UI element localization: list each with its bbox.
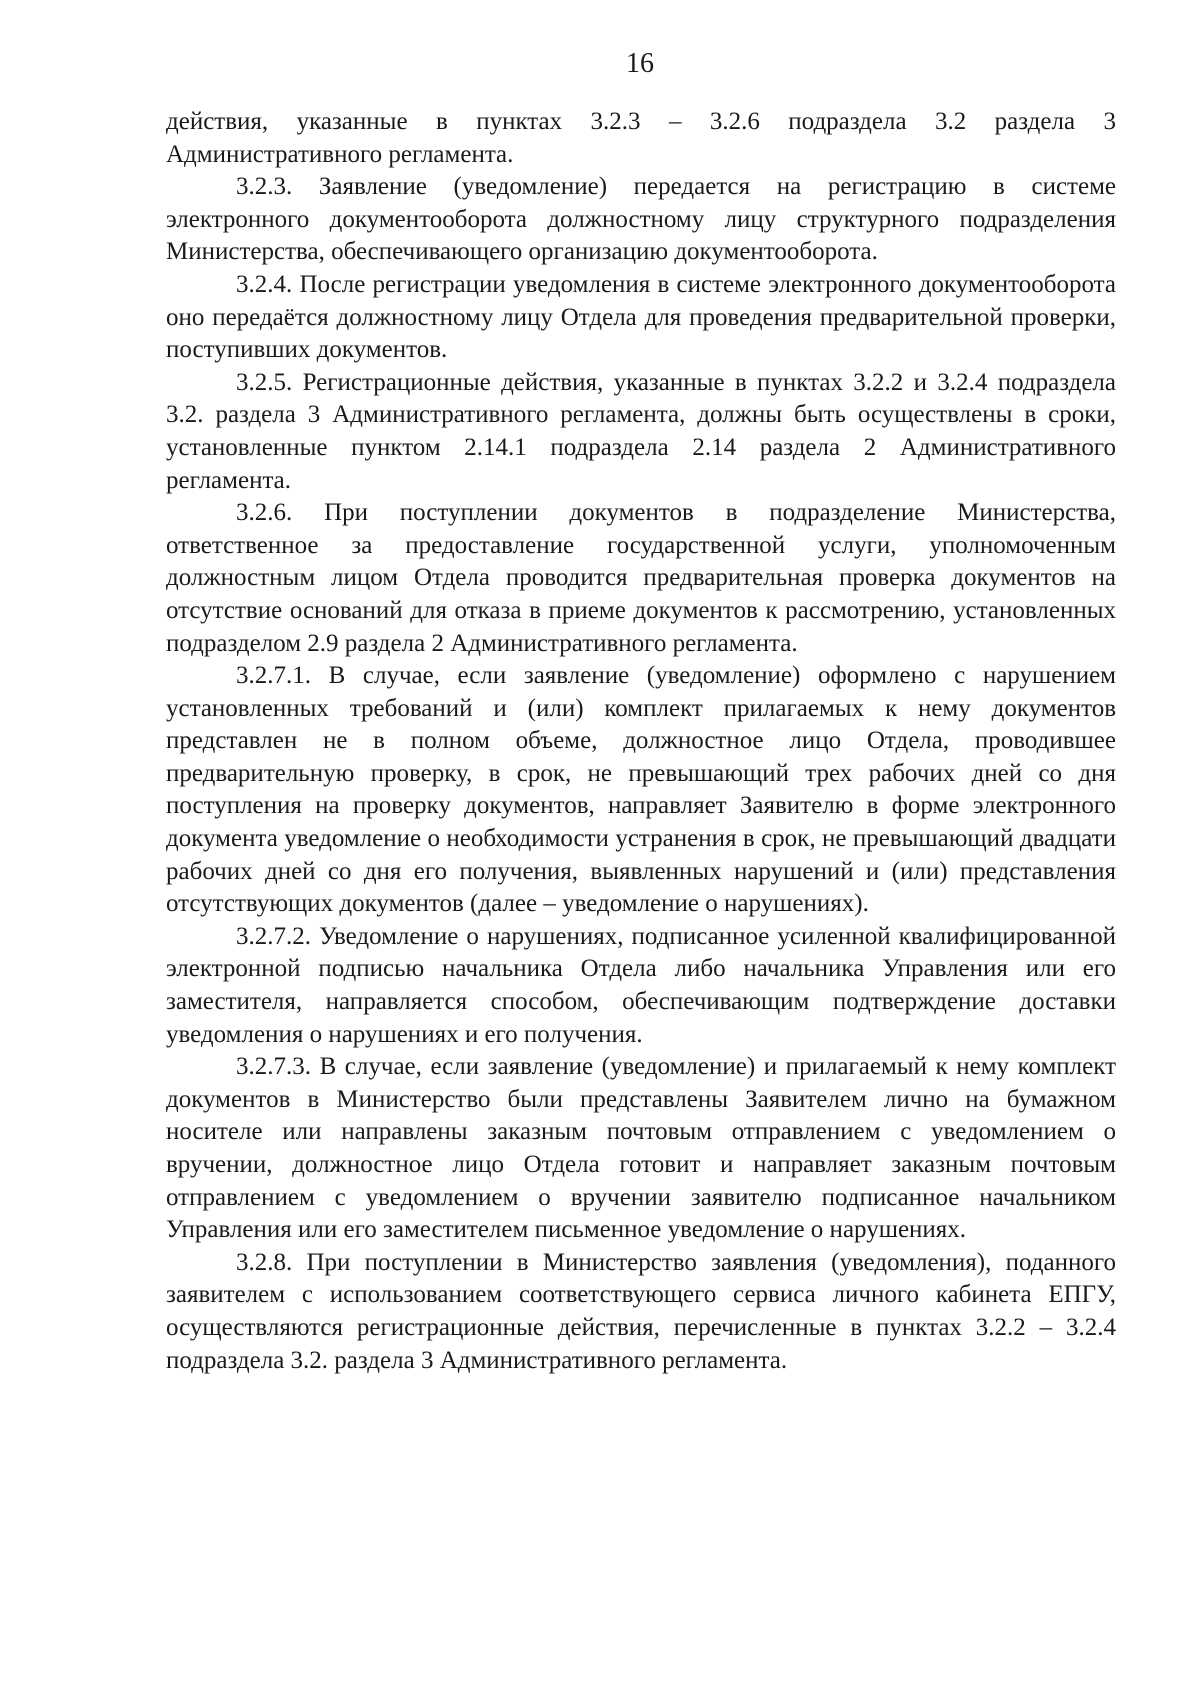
paragraph-3-2-5: 3.2.5. Регистрационные действия, указанные в пунктах 3.2.2 и 3.2.4 подраздела 3.2. раздела 3 Административного регламента, должны быть осуществлены в сроки, установленные пунктом 2.14.1 подраздела 2.14 раздела 2 Административного регламента. bbox=[166, 368, 1116, 494]
paragraph-continuation: действия, указанные в пунктах 3.2.3 – 3.2.6 подраздела 3.2 раздела 3 Административного регламента. bbox=[166, 108, 1116, 168]
paragraph-3-2-4: 3.2.4. После регистрации уведомления в системе электронного документооборота оно передаётся должностному лицу Отдела для проведения предварительной проверки, поступивших документов. bbox=[166, 270, 1116, 364]
paragraph-3-2-8: 3.2.8. При поступлении в Министерство заявления (уведомления), поданного заявителем с использованием соответствующего сервиса личного кабинета ЕПГУ, осуществляются регистрационные действия, перечисленные в пунктах 3.2.2 – 3.2.4 подраздела 3.2. раздела 3 Административного регламента. bbox=[166, 1248, 1116, 1374]
paragraph-3-2-7-3: 3.2.7.3. В случае, если заявление (уведомление) и прилагаемый к нему комплект документов в Министерство были представлены Заявителем лично на бумажном носителе или направлены заказным почтовым отправлением с уведомлением о вручении, должностное лицо Отдела готовит и направляет заказным почтовым отправлением с уведомлением о вручении заявителю подписанное начальником Управления или его заместителем письменное уведомление о нарушениях. bbox=[166, 1053, 1116, 1244]
paragraph-3-2-7-1: 3.2.7.1. В случае, если заявление (уведомление) оформлено с нарушением установленных требований и (или) комплект прилагаемых к нему документов представлен не в полном объеме, должностное лицо Отдела, проводившее предварительную проверку, в срок, не превышающий трех рабочих дней со дня поступления на проверку документов, направляет Заявителю в форме электронного документа уведомление о необходимости устранения в срок, не превышающий двадцати рабочих дней со дня его получения, выявленных нарушений и (или) представления отсутствующих документов (далее – уведомление о нарушениях). bbox=[166, 662, 1116, 918]
paragraph-3-2-7-2: 3.2.7.2. Уведомление о нарушениях, подписанное усиленной квалифицированной электронной подписью начальника Отдела либо начальника Управления или его заместителя, направляется способом, обеспечивающим подтверждение доставки уведомления о нарушениях и его получения. bbox=[166, 922, 1116, 1048]
paragraph-3-2-6: 3.2.6. При поступлении документов в подразделение Министерства, ответственное за предоставление государственной услуги, уполномоченным должностным лицом Отдела проводится предварительная проверка документов на отсутствие оснований для отказа в приеме документов к рассмотрению, установленных подразделом 2.9 раздела 2 Административного регламента. bbox=[166, 499, 1116, 657]
page-number: 16 bbox=[626, 48, 654, 79]
paragraph-3-2-3: 3.2.3. Заявление (уведомление) передается на регистрацию в системе электронного документооборота должностному лицу структурного подразделения Министерства, обеспечивающего организацию документооборота. bbox=[166, 173, 1116, 266]
document-body bbox=[166, 106, 1116, 1377]
